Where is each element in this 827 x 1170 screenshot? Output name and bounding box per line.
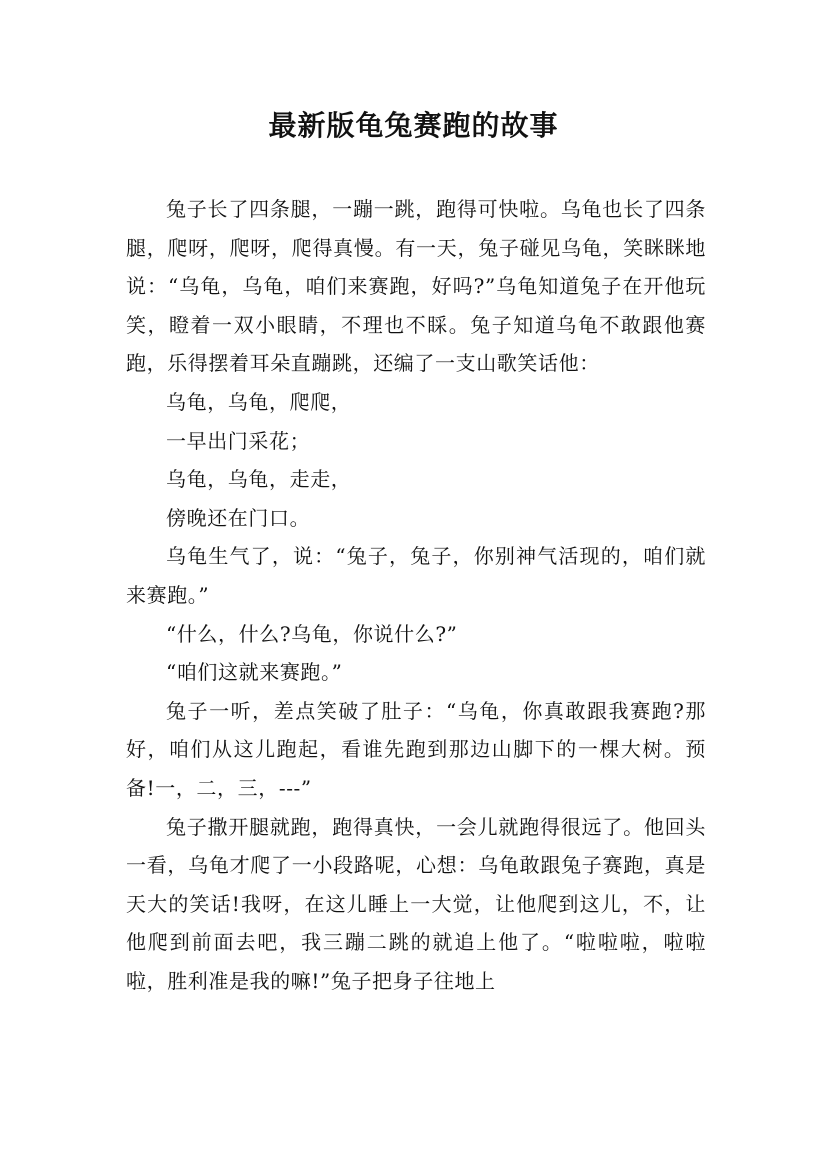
document-body xyxy=(126,190,706,1000)
verse-line: 乌龟，乌龟，走走， xyxy=(166,467,352,492)
paragraph: 兔子一听，差点笑破了肚子：“乌龟，你真敢跟我赛跑?那好，咱们从这儿跑起，看谁先跑到那边山脚下的一棵大树。预备!一，二，三，---” xyxy=(126,698,706,800)
verse-line: 乌龟，乌龟，爬爬， xyxy=(166,389,352,414)
verse-line: 一早出门采花； xyxy=(166,428,311,453)
paragraph: 兔子长了四条腿，一蹦一跳，跑得可快啦。乌龟也长了四条腿，爬呀，爬呀，爬得真慢。有一天，兔子碰见乌龟，笑眯眯地说：“乌龟，乌龟，咱们来赛跑，好吗?”乌龟知道兔子在开他玩笑，瞪着一双小眼睛，不理也不睬。兔子知道乌龟不敢跟他赛跑，乐得摆着耳朵直蹦跳，还编了一支山歌笑话他： xyxy=(126,197,706,376)
document-title: 最新版龟兔赛跑的故事 xyxy=(268,109,559,142)
paragraph: 乌龟生气了，说：“兔子，兔子，你别神气活现的，咱们就来赛跑。” xyxy=(126,544,706,607)
dialogue-line: “咱们这就来赛跑。” xyxy=(166,660,343,685)
dialogue-line: “什么，什么?乌龟，你说什么?” xyxy=(166,621,458,646)
paragraph: 兔子撒开腿就跑，跑得真快，一会儿就跑得很远了。他回头一看，乌龟才爬了一小段路呢，心想：乌龟敢跟兔子赛跑，真是天大的笑话!我呀，在这儿睡上一大觉，让他爬到这儿，不，让他爬到前面去吧，我三蹦二跳的就追上他了。“啦啦啦，啦啦啦，胜利准是我的嘛!”兔子把身子往地上 xyxy=(126,814,706,993)
verse-line: 傍晚还在门口。 xyxy=(166,505,311,530)
